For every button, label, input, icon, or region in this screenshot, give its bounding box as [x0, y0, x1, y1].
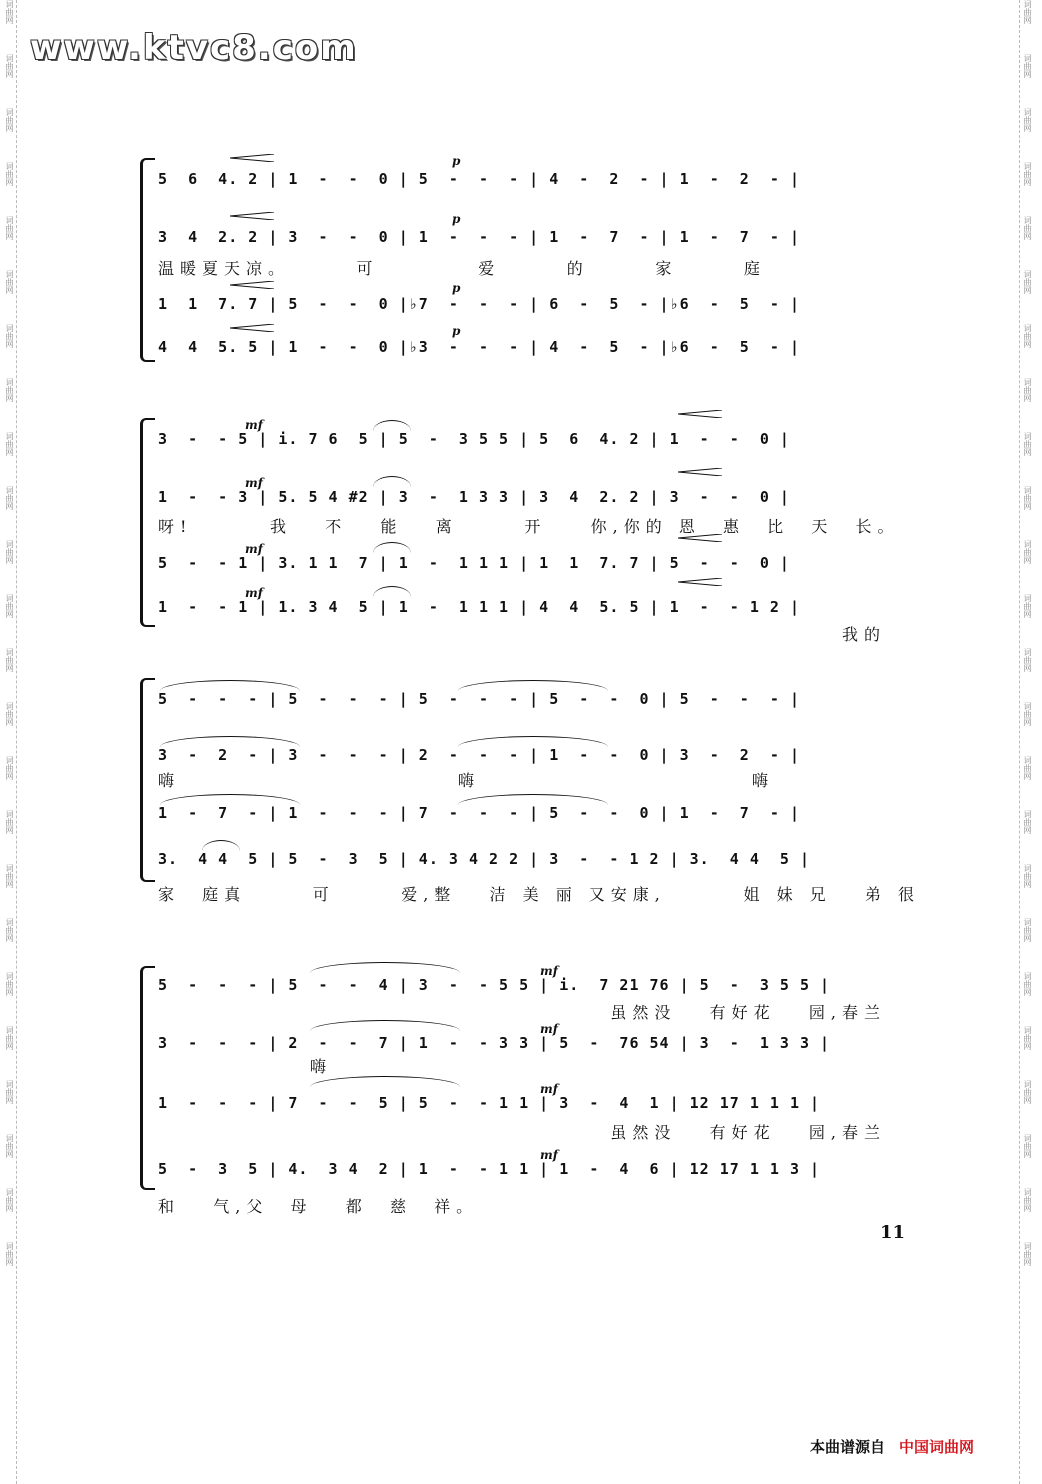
right-watermark-strip: 词曲网 词曲网 词曲网 词曲网 词曲网 词曲网 词曲网 词曲网 词曲网 词曲网 词曲网 词曲网 词曲网 词曲网 词曲网 词曲网 词曲网 词曲网 词曲网 词曲网 词曲网 词曲网 词曲网 词曲网	[1019, 0, 1034, 1484]
voice-alto	[158, 746, 900, 768]
notes: 1 - - - | 7 - - 5 | 5 - - 1 1 | 3 - 4 1 | 12 17 1 1 1 |	[158, 1094, 821, 1112]
lyric-line: 温暖夏天凉。 可 爱 的 家 庭	[158, 259, 766, 278]
notes: 3 4 2. 2 | 3 - - 0 | 1 - - - | 1 - 7 - | 1 - 7 - |	[158, 228, 800, 246]
voice-soprano	[158, 690, 900, 712]
slur	[373, 586, 411, 597]
voice-soprano	[158, 976, 900, 998]
system-brace	[140, 678, 155, 882]
decrescendo-wedge	[230, 324, 274, 332]
decrescendo-wedge	[678, 410, 722, 418]
hum-syllable: 嗨	[158, 771, 181, 790]
voice-bass	[158, 338, 900, 360]
source-footer	[810, 1436, 974, 1457]
voice-tenor	[158, 295, 900, 317]
voice-tenor	[158, 554, 900, 576]
source-label: 本曲谱源自	[810, 1438, 886, 1456]
page-number: 11	[880, 1222, 906, 1243]
notes: 4 4 5. 5 | 1 - - 0 |♭3 - - - | 4 - 5 - |♭6 - 5 - |	[158, 338, 800, 356]
decrescendo-wedge	[678, 534, 722, 542]
system-brace	[140, 158, 155, 362]
tie	[310, 1076, 460, 1087]
notes: 3 - 2 - | 3 - - - | 2 - - - | 1 - - 0 | 3 - 2 - |	[158, 746, 800, 764]
slur	[373, 476, 411, 487]
notes: 5 - - 1 | 3. 1 1 7 | 1 - 1 1 1 | 1 1 7. 7 | 5 - - 0 |	[158, 554, 790, 572]
lyric-line: 虽然没 有好花 园,春兰	[610, 1003, 886, 1022]
site-name[interactable]: 中国词曲网	[899, 1438, 975, 1456]
hum-syllable: 嗨	[458, 771, 481, 790]
lyric-line: 家 庭真 可 爱,整 洁 美 丽 又安康, 姐 妹 兄 弟 很	[158, 885, 921, 904]
notes: 5 - - - | 5 - - 4 | 3 - - 5 5 | i. 7 21 76 | 5 - 3 5 5 |	[158, 976, 831, 994]
tie	[310, 1020, 460, 1031]
dynamic-mark: mf	[245, 542, 263, 556]
notes: 1 1 7. 7 | 5 - - 0 |♭7 - - - | 6 - 5 - |♭6 - 5 - |	[158, 295, 800, 313]
voice-bass	[158, 1160, 900, 1182]
lyric-line: 我的	[841, 625, 886, 644]
voice-bass	[158, 850, 900, 872]
tie	[310, 962, 460, 973]
slur	[373, 420, 411, 431]
voice-tenor	[158, 1094, 900, 1116]
score-system-3	[140, 670, 921, 910]
notes: 5 6 4. 2 | 1 - - 0 | 5 - - - | 4 - 2 - | 1 - 2 - |	[158, 170, 800, 188]
voice-soprano	[158, 170, 900, 192]
dynamic-mark: mf	[540, 964, 558, 978]
dynamic-mark: p	[452, 281, 461, 295]
notes: 1 - - 3 | 5. 5 4 #2 | 3 - 1 3 3 | 3 4 2. 2 | 3 - - 0 |	[158, 488, 790, 506]
lyric-line: 呀! 我 不 能 离 开 你,你的 恩 惠 比 天 长。	[158, 517, 900, 536]
dynamic-mark: mf	[245, 586, 263, 600]
voice-alto	[158, 488, 900, 510]
decrescendo-wedge	[230, 154, 274, 162]
decrescendo-wedge	[230, 281, 274, 289]
system-brace	[140, 966, 155, 1190]
site-watermark: www.ktvc8.com	[30, 28, 358, 68]
notes: 5 - - - | 5 - - - | 5 - - - | 5 - - 0 | 5 - - - |	[158, 690, 800, 708]
decrescendo-wedge	[230, 212, 274, 220]
hum-syllable: 嗨	[752, 771, 775, 790]
notes: 3 - - 5 | i. 7 6 5 | 5 - 3 5 5 | 5 6 4. 2 | 1 - - 0 |	[158, 430, 790, 448]
notes: 3 - - - | 2 - - 7 | 1 - - 3 3 | 5 - 76 54 | 3 - 1 3 3 |	[158, 1034, 831, 1052]
dynamic-mark: p	[452, 212, 461, 226]
lyric-line: 和 气,父 母 都 慈 祥。	[158, 1197, 479, 1216]
dynamic-mark: mf	[540, 1022, 558, 1036]
score-system-2	[140, 410, 900, 644]
notes: 3. 4 4 5 | 5 - 3 5 | 4. 3 4 2 2 | 3 - - 1 2 | 3. 4 4 5 |	[158, 850, 810, 868]
dynamic-mark: mf	[540, 1148, 558, 1162]
score-system-1	[140, 150, 900, 365]
left-watermark-strip: 词曲网 词曲网 词曲网 词曲网 词曲网 词曲网 词曲网 词曲网 词曲网 词曲网 词曲网 词曲网 词曲网 词曲网 词曲网 词曲网 词曲网 词曲网 词曲网 词曲网 词曲网 词曲网 词曲网 词曲网	[2, 0, 17, 1484]
voice-alto	[158, 228, 900, 250]
voice-tenor	[158, 804, 900, 826]
voice-bass	[158, 598, 900, 620]
system-brace	[140, 418, 155, 627]
slur	[373, 542, 411, 553]
dynamic-mark: mf	[245, 418, 263, 432]
decrescendo-wedge	[678, 468, 722, 476]
lyric-line: 虽然没 有好花 园,春兰	[610, 1123, 886, 1142]
voice-soprano	[158, 430, 900, 452]
notes: 5 - 3 5 | 4. 3 4 2 | 1 - - 1 1 | 1 - 4 6 | 12 17 1 1 3 |	[158, 1160, 821, 1178]
voice-alto	[158, 1034, 900, 1056]
dynamic-mark: mf	[245, 476, 263, 490]
dynamic-mark: p	[452, 324, 461, 338]
hum-syllable: 嗨	[310, 1057, 333, 1076]
dynamic-mark: mf	[540, 1082, 558, 1096]
notes: 1 - - 1 | 1. 3 4 5 | 1 - 1 1 1 | 4 4 5. 5 | 1 - - 1 2 |	[158, 598, 800, 616]
dynamic-mark: p	[452, 154, 461, 168]
notes: 1 - 7 - | 1 - - - | 7 - - - | 5 - - 0 | 1 - 7 - |	[158, 804, 800, 822]
score-system-4	[140, 958, 900, 1218]
decrescendo-wedge	[678, 578, 722, 586]
